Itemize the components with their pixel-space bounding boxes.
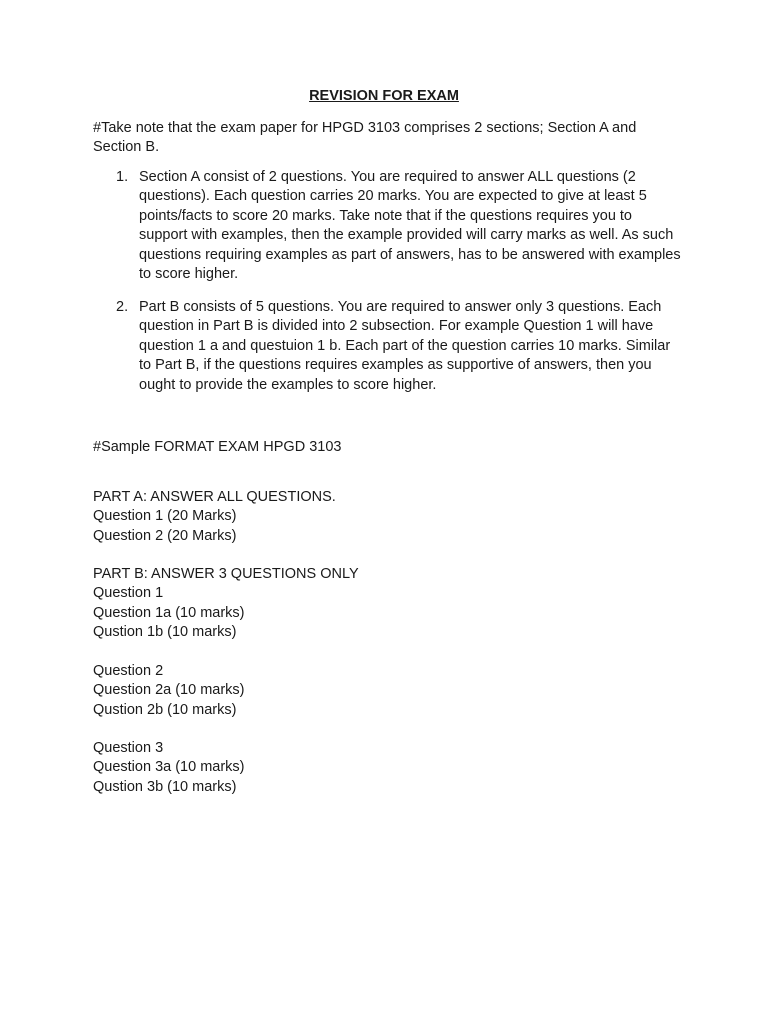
sample-format-heading: #Sample FORMAT EXAM HPGD 3103 (93, 439, 342, 455)
question-line: Question 2a (10 marks) (93, 682, 245, 699)
part-b-section (93, 565, 359, 643)
question-group (93, 739, 245, 797)
intro-paragraph: #Take note that the exam paper for HPGD 3103 comprises 2 sections; Section A and Section B. (93, 120, 637, 156)
list-item-number: 2. (116, 299, 129, 315)
question-line: Question 3 (93, 740, 164, 756)
list-item (93, 298, 683, 395)
document-title: REVISION FOR EXAM (309, 88, 459, 104)
part-a-heading: PART A: ANSWER ALL QUESTIONS. (93, 489, 336, 505)
part-b-heading: PART B: ANSWER 3 QUESTIONS ONLY (93, 566, 359, 582)
list-item-text: Part B consists of 5 questions. You are required to answer only 3 questions. Each question in Part B is divided into 2 subsection. For example Question 1 will have question 1 a and questuion 1 b. Each part of the question carries 10 marks. Similar to Part B, if the questions requires examples as supportive of answers, then you ought to provide the examples to score higher. (139, 299, 671, 393)
question-line: Qustion 2b (10 marks) (93, 701, 237, 718)
question-group (93, 662, 245, 720)
list-item-text: Section A consist of 2 questions. You are required to answer ALL questions (2 questions). Each question carries 20 marks. You are expected to give at least 5 points/facts to score 20 marks. Take note that if the questions requires you to support with examples, then the example provided will carry marks as well. As such questions requiring examples as part of answers, has to be answered with examples to score higher. (139, 169, 681, 283)
part-a-section (93, 488, 336, 546)
question-line: Question 2 (93, 663, 164, 679)
question-line: Qustion 1b (10 marks) (93, 624, 237, 641)
question-line: Question 1 (20 Marks) (93, 508, 237, 525)
question-line: Question 2 (20 Marks) (93, 527, 237, 544)
question-line: Question 1a (10 marks) (93, 604, 245, 621)
list-item-number: 1. (116, 169, 129, 185)
list-item (93, 168, 683, 284)
question-line: Qustion 3b (10 marks) (93, 778, 237, 795)
question-line: Question 1 (93, 585, 164, 602)
question-line: Question 3a (10 marks) (93, 759, 245, 776)
